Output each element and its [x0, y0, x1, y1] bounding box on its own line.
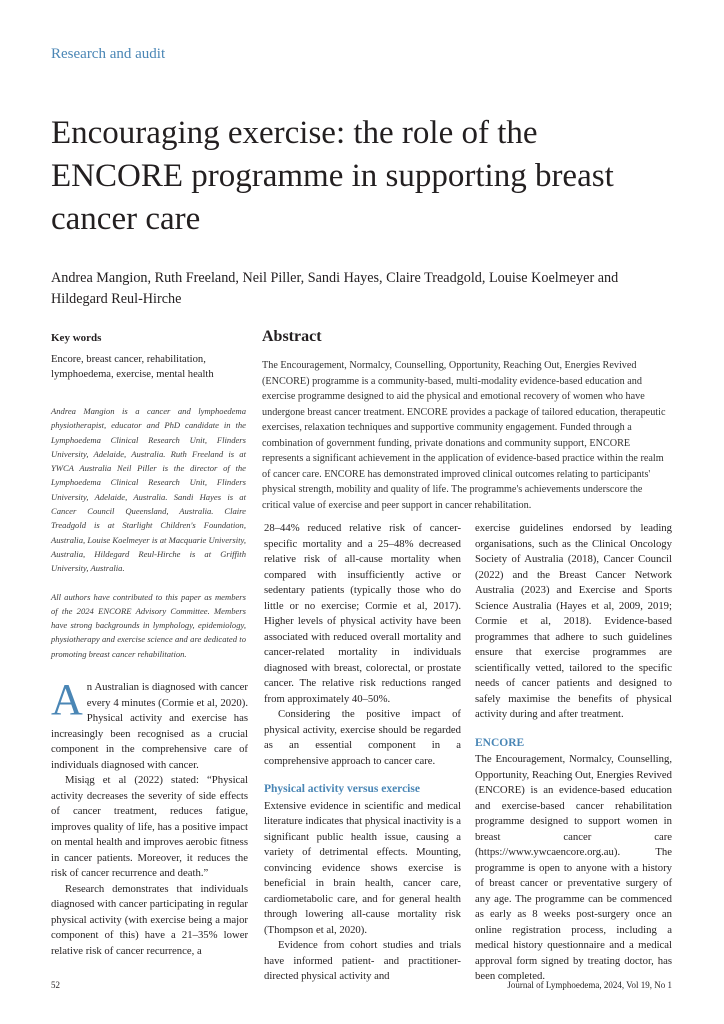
body-paragraph: Extensive evidence in scientific and medical literature indicates that physical inactivity is a significant public health issue, causing a variety of detrimental effects. Mounting, convincing evidence shows exercise is beneficial in brain health, cancer care, cardiometabolic care, and for general health through lowering all-cause mortality risk (Thompson et al, 2020). [264, 799, 461, 936]
intro-paragraph [51, 675, 248, 773]
keywords-heading: Key words [51, 332, 102, 344]
page-number: 52 [51, 980, 60, 990]
author-list: Andrea Mangion, Ruth Freeland, Neil Piller, Sandi Hayes, Claire Treadgold, Louise Koelmeyer and Hildegard Reul-Hirche [51, 270, 619, 307]
body-paragraph: Evidence from cohort studies and trials have informed patient- and practitioner-directed physical activity and [264, 939, 461, 982]
section-tag: Research and audit [51, 46, 166, 62]
abstract-text: The Encouragement, Normalcy, Counselling, Opportunity, Reaching Out, Energies Revived (ENCORE) programme is a community-based, multi-modality evidence-based education and exercise programme designed to aid the physical and emotional recovery of women who have undergone breast cancer treatment. ENCORE provides a package of tailored education, therapeutic exercises, relaxation techniques and supportive community engagement. Funded through a combination of government funding, private donations and community support, ENCORE represents a significant achievement in the application of evidence-based practice within the realm of cancer care. ENCORE has demonstrated improved clinical outcomes relating to participants' physical strength, mobility and quality of life. The programme's achievements underscore the critical value of exercise and peer support in cancer rehabilitation. [262, 360, 666, 511]
body-paragraph: exercise guidelines endorsed by leading organisations, such as the Clinical Oncology Society of Australia (2018), Cancer Council (2022) and the Breast Cancer Network Australia (2023) and Exercise and Sports Science Australia (Hayes et al, 2009, 2019; Cormie et al, 2018). Evidence-based programmes that adhere to such guidelines ensure that exercise programmes are scientifically vetted, tailored to the specific needs of cancer patients and designed to safely maximise the benefits of physical activity during and after treatment. [475, 522, 672, 720]
body-paragraph: Misiąg et al (2022) stated: “Physical activity decreases the severity of side effects of cancer treatment, reduces fatigue, improves quality of life, has a positive impact on mental health and improves aerobic fitness in cancer patients. Moreover, it reduces the risk of cancer recurrence and death.” [51, 774, 248, 879]
body-column-3 [475, 521, 672, 985]
body-paragraph: 28–44% reduced relative risk of cancer-specific mortality and a 25–48% decreased relative risk of all-cause mortality when compared with insufficiently active or sedentary patients (typically those who do little or no exercise; Cormie et al, 2017). Higher levels of physical activity have been associated with reduced overall mortality and cancer-related mortality in individuals diagnosed with breast, colorectal, or prostate cancer. The relative risk reductions ranged from approximately 40–50%. [264, 522, 461, 705]
abstract-heading: Abstract [262, 328, 322, 345]
author-contribution: All authors have contributed to this paper as members of the 2024 ENCORE Advisory Committee. Members have strong backgrounds in lymphology, epidemiology, physiotherapy and exercise science and are dedicated to promoting breast cancer rehabilitation. [51, 591, 246, 659]
author-bio [51, 404, 246, 675]
keywords-text: Encore, breast cancer, rehabilitation, lymphoedema, exercise, mental health [51, 354, 214, 380]
body-paragraph: The Encouragement, Normalcy, Counselling, Opportunity, Reaching Out, Energies Revived (ENCORE) is an evidence-based education and exercise-based cancer rehabilitation programme designed to support women in breast cancer care (https://www.ywcaencore.org.au). The programme is open to anyone with a history of breast cancer or preventative surgery of any age. The programme can be commenced as early as 8 weeks post-surgery once an online registration process, including a medical history questionnaire and a medical approval form signed by treating doctor, has been completed. [475, 753, 672, 982]
article-title: Encouraging exercise: the role of the ENCORE programme in supporting breast cancer care [51, 115, 614, 237]
journal-citation: Journal of Lymphoedema, 2024, Vol 19, No 1 [507, 980, 672, 990]
intro-text: n Australian is diagnosed with cancer every 4 minutes (Cormie et al, 2020). Physical activity and exercise has increasingly been recognised as a crucial component in the comprehensive care of individuals diagnosed with cancer. [51, 681, 248, 771]
body-column-1 [51, 675, 248, 959]
body-paragraph: Considering the positive impact of physical activity, exercise should be regarded as an essential component in a comprehensive approach to cancer care. [264, 708, 461, 767]
drop-cap: A [51, 675, 83, 724]
body-column-2 [264, 521, 461, 985]
section-heading: ENCORE [475, 736, 525, 749]
body-paragraph: Research demonstrates that individuals diagnosed with cancer participating in regular physical activity (with exercise being a major component of this) have a 21–35% lower relative risk of cancer recurrence, a [51, 882, 248, 957]
section-heading: Physical activity versus exercise [264, 783, 420, 795]
author-affiliations: Andrea Mangion is a cancer and lymphoedema physiotherapist, educator and PhD candidate in the Lymphoedema Clinical Research Unit, Flinders University, Adelaide, Australia. Ruth Freeland is at YWCA Australia Neil Piller is the director of the Lymphoedema Clinical Research Unit, Flinders University, Adelaide, Australia. Sandi Hayes is at Cancer Council Queensland, Australia. Claire Treadgold is at Starlight Children's Foundation, Australia, Louise Koelmeyer is at Macquarie University, Australia, Hildegard Reul-Hirche is at Griffith University, Australia. [51, 406, 246, 574]
